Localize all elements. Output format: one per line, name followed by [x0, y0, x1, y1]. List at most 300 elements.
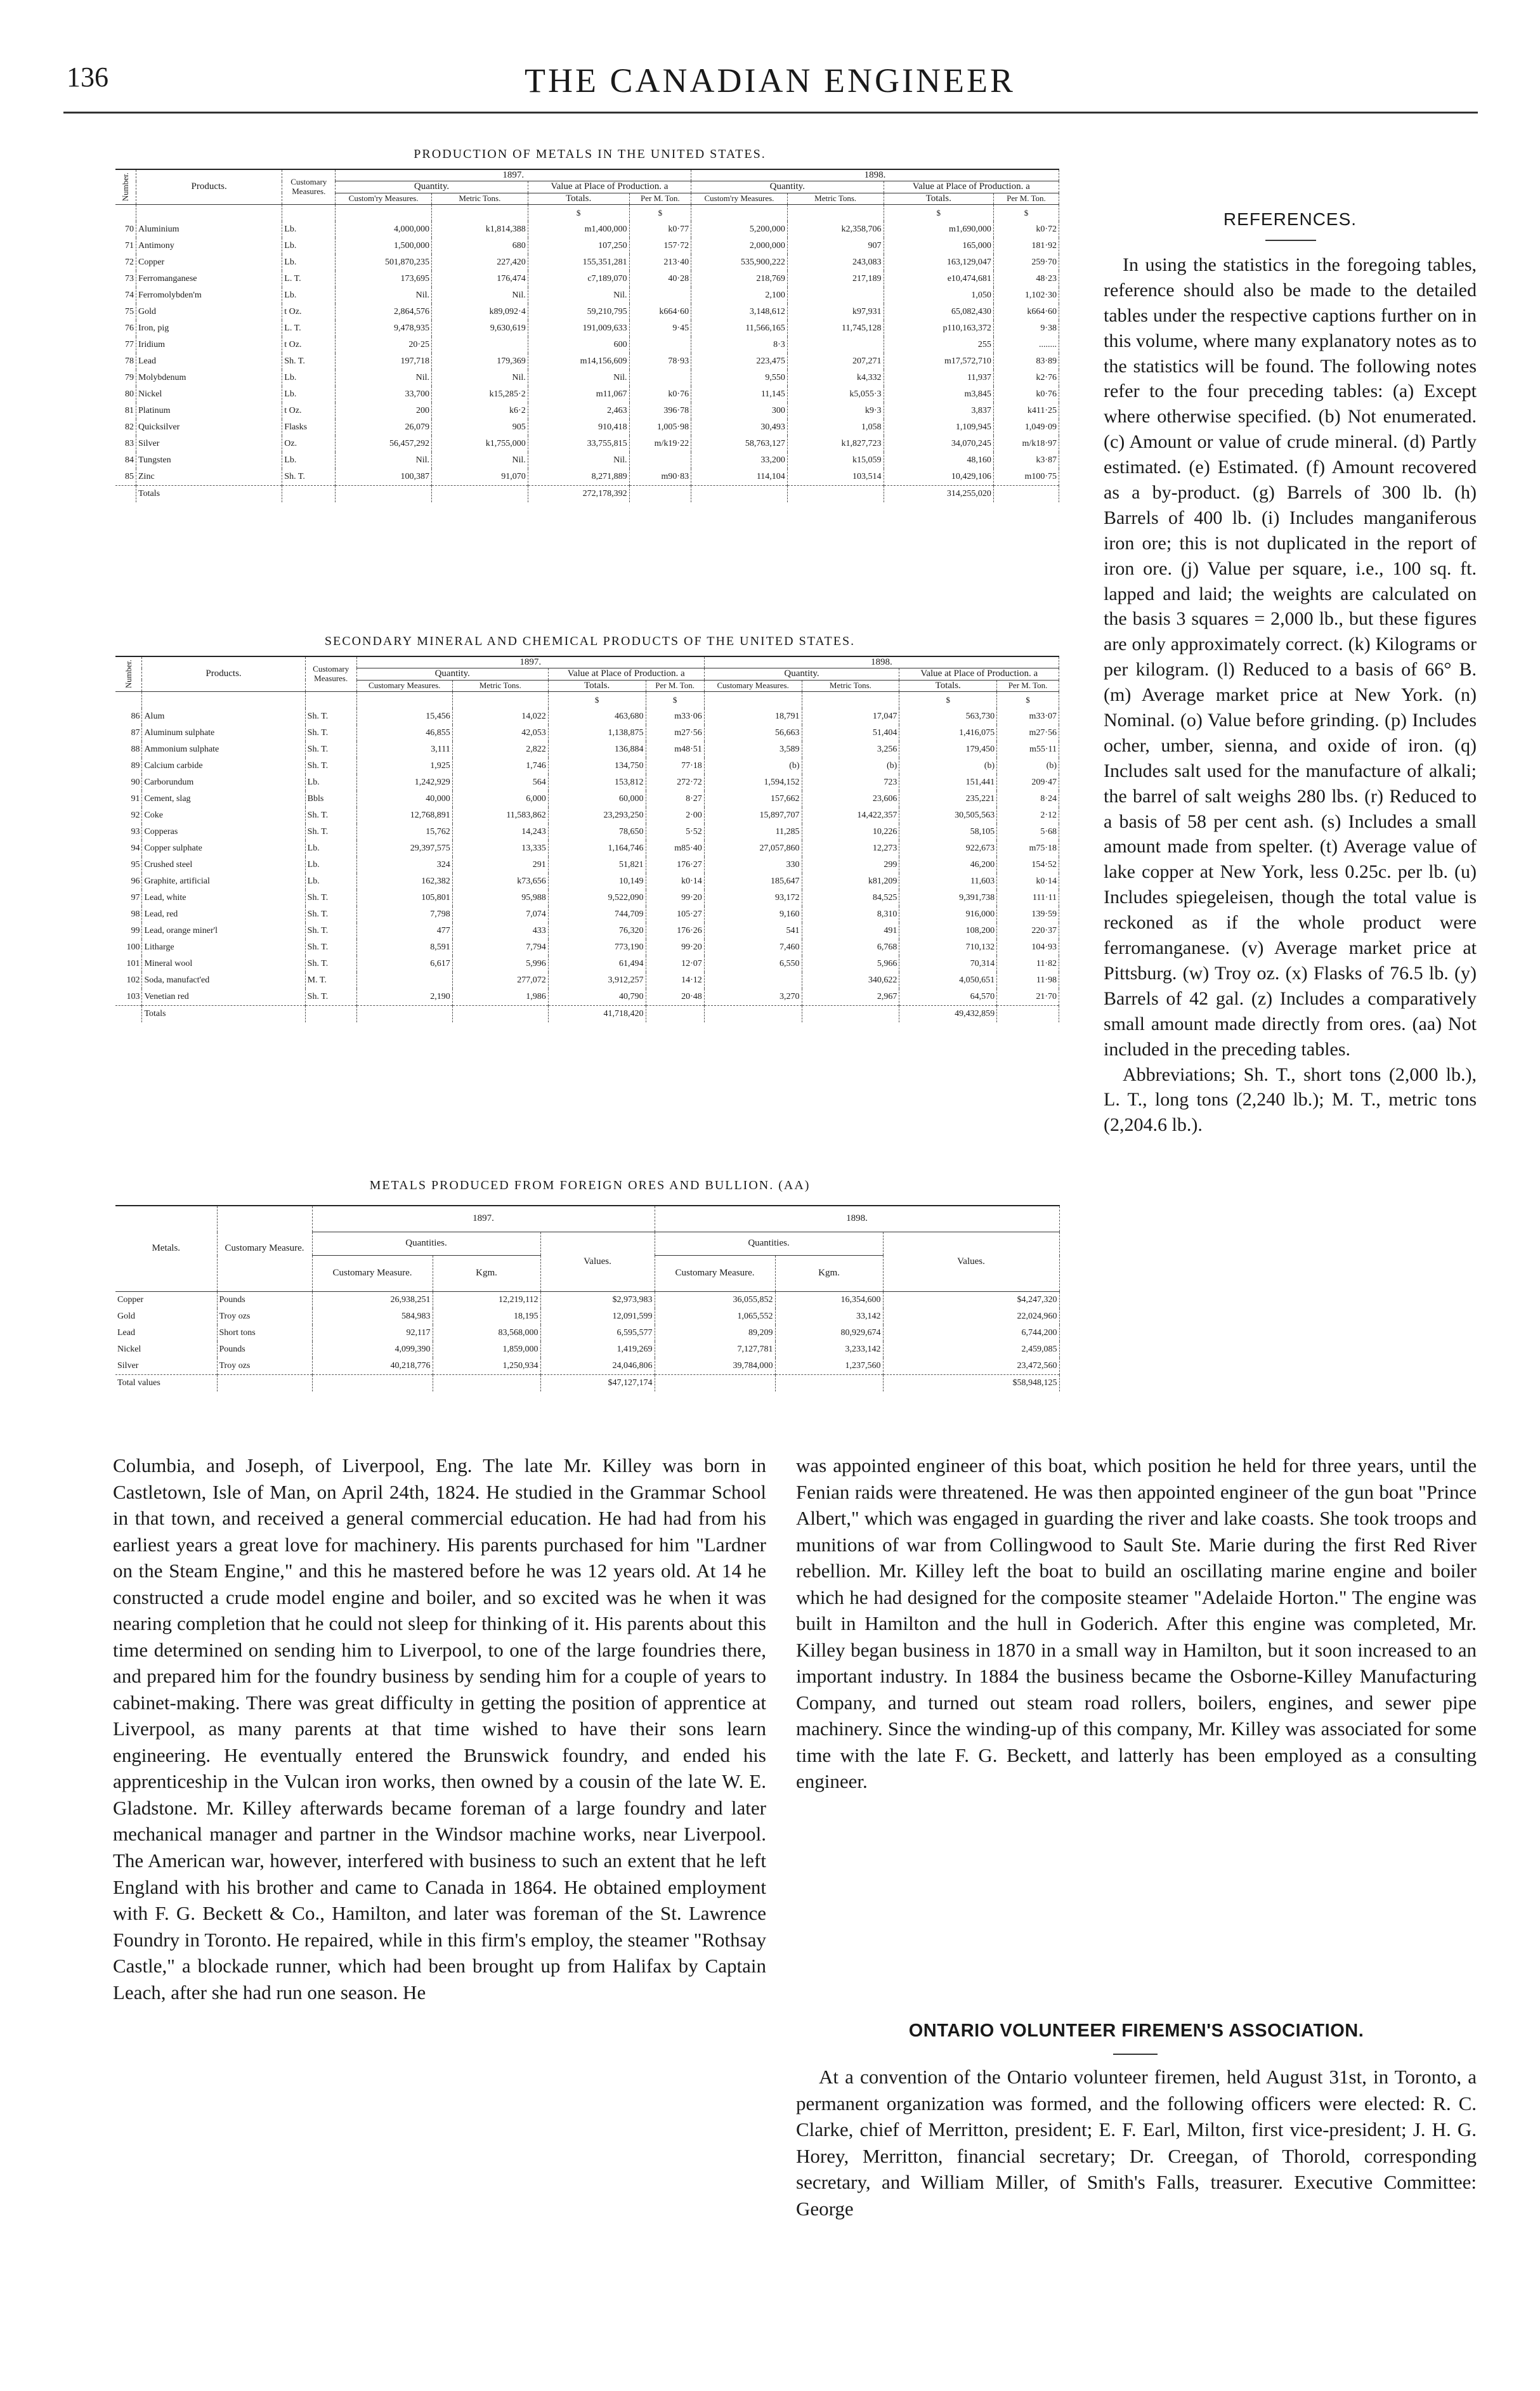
value-total: 10,149 — [548, 873, 646, 890]
measure: Lb. — [282, 287, 336, 304]
quantity-metric: k2,358,706 — [787, 221, 884, 238]
measure: t Oz. — [282, 337, 336, 353]
measure: Sh. T. — [305, 708, 356, 725]
row-number: 91 — [115, 791, 142, 807]
row-number: 93 — [115, 824, 142, 840]
value-total: 70,314 — [899, 956, 997, 972]
quantity-kgm: 1,237,560 — [775, 1358, 883, 1375]
metal-name: Copper — [115, 1292, 217, 1309]
quantity-customary: 185,647 — [704, 873, 802, 890]
dollar-sign — [704, 691, 802, 708]
quantity-metric: 10,226 — [802, 824, 899, 840]
measure: Lb. — [282, 254, 336, 271]
quantity-metric: Nil. — [432, 452, 528, 469]
measure: Lb. — [282, 452, 336, 469]
row-number: 102 — [115, 972, 142, 989]
measure: Lb. — [282, 238, 336, 254]
col-products: Products. — [136, 169, 282, 204]
value-per-ton: k0·14 — [646, 873, 704, 890]
value-total: 46,200 — [899, 857, 997, 873]
table-row — [115, 469, 1059, 486]
value-per-ton: 1,005·98 — [629, 419, 691, 436]
totals-label: Totals — [136, 485, 282, 502]
empty-cell — [691, 485, 788, 502]
quantity-customary: 584,983 — [312, 1308, 433, 1325]
value-per-ton: 48·23 — [993, 271, 1059, 287]
col-value: Value at Place of Production. a — [899, 668, 1059, 680]
value-per-ton: m100·75 — [993, 469, 1059, 486]
value-per-ton: m33·07 — [997, 708, 1059, 725]
quantity-customary: 6,550 — [704, 956, 802, 972]
value-total: 76,320 — [548, 923, 646, 939]
value-total: Nil. — [528, 370, 629, 386]
quantity-customary: 9,478,935 — [336, 320, 432, 337]
metal-name: Lead — [115, 1325, 217, 1341]
value-total: 600 — [528, 337, 629, 353]
quantity-customary: 105,801 — [356, 890, 452, 906]
value-total: 64,570 — [899, 989, 997, 1006]
value-total: 1,164,746 — [548, 840, 646, 857]
empty-cell — [432, 485, 528, 502]
table-row — [115, 1308, 1059, 1325]
value-per-ton — [629, 370, 691, 386]
row-number: 75 — [115, 304, 136, 320]
empty-cell — [336, 485, 432, 502]
measure: Sh. T. — [305, 956, 356, 972]
table-row — [115, 386, 1059, 403]
year-1898: 1898. — [704, 656, 1059, 668]
measure: Pounds — [217, 1341, 312, 1358]
value: 12,091,599 — [540, 1308, 655, 1325]
year-1897: 1897. — [336, 169, 691, 181]
value-total: e10,474,681 — [884, 271, 993, 287]
quantity-metric: 1,986 — [452, 989, 548, 1006]
value-per-ton: m48·51 — [646, 741, 704, 758]
value-total: 108,200 — [899, 923, 997, 939]
quantity-metric: 1,058 — [787, 419, 884, 436]
product-name: Iron, pig — [136, 320, 282, 337]
quantity-metric: 11,745,128 — [787, 320, 884, 337]
value-per-ton: k0·77 — [629, 221, 691, 238]
quantity-metric: k15,059 — [787, 452, 884, 469]
quantity-customary: 3,148,612 — [691, 304, 788, 320]
quantity-metric: 243,083 — [787, 254, 884, 271]
product-name: Lead, red — [142, 906, 305, 923]
product-name: Litharge — [142, 939, 305, 956]
measure: Bbls — [305, 791, 356, 807]
quantity-customary: 15,762 — [356, 824, 452, 840]
value-per-ton: 104·93 — [997, 939, 1059, 956]
quantity-metric: 299 — [802, 857, 899, 873]
col-value: Value at Place of Production. a — [528, 181, 691, 193]
quantity-metric: 84,525 — [802, 890, 899, 906]
quantity-metric: 6,000 — [452, 791, 548, 807]
quantity-customary: 200 — [336, 403, 432, 419]
quantity-metric: k1,755,000 — [432, 436, 528, 452]
dollar-sign — [432, 204, 528, 221]
empty-cell — [775, 1375, 883, 1392]
metal-name: Gold — [115, 1308, 217, 1325]
table-row — [115, 1325, 1059, 1341]
row-number: 92 — [115, 807, 142, 824]
row-number: 79 — [115, 370, 136, 386]
quantity-customary: 1,594,152 — [704, 774, 802, 791]
total-1897: 41,718,420 — [548, 1005, 646, 1022]
quantity-customary: 40,218,776 — [312, 1358, 433, 1375]
dollar-sign — [802, 691, 899, 708]
product-name: Venetian red — [142, 989, 305, 1006]
quantity-customary: 39,784,000 — [655, 1358, 775, 1375]
table-row — [115, 873, 1059, 890]
measure: Sh. T. — [305, 758, 356, 774]
value-total: 11,603 — [899, 873, 997, 890]
year-1898: 1898. — [691, 169, 1059, 181]
table-row — [115, 906, 1059, 923]
row-number: 103 — [115, 989, 142, 1006]
quantity-kgm: 80,929,674 — [775, 1325, 883, 1341]
product-name: Gold — [136, 304, 282, 320]
article-column-2: was appointed engineer of this boat, which position he held for three years, until the Fenian raids were threatened. He was then appointed engineer of the gun boat "Prince Albert," which was engaged in guarding the river and lake coasts. She took troops and munitions of war from Collingwood to Sault Ste. Marie during the first Red River rebellion. Mr. Killey left the boat to build an oscillating marine engine and boiler which he had designed for the composite steamer "Adelaide Horton." The engine was built in Hamilton and the hull in Goderich. After this engine was completed, Mr. Killey began business in 1870 in a small way in Hamilton, but it soon increased to an important industry. In 1884 the business became the Osborne-Killey Manufacturing Company, and turned out steam road rollers, boilers, engines, and sewer pipe machinery. Since the winding-up of this company, Mr. Killey was associated for some time with the late F. G. Beckett, and latterly has been employed as a consulting engineer. — [796, 1454, 1477, 1793]
value-total: 58,105 — [899, 824, 997, 840]
quantity-customary: 2,864,576 — [336, 304, 432, 320]
quantity-customary: 535,900,222 — [691, 254, 788, 271]
value-total: c7,189,070 — [528, 271, 629, 287]
col-measure: Customary Measures. — [282, 169, 336, 204]
product-name: Aluminum sulphate — [142, 725, 305, 741]
quantity-metric: 564 — [452, 774, 548, 791]
measure: t Oz. — [282, 304, 336, 320]
row-number: 95 — [115, 857, 142, 873]
row-number: 99 — [115, 923, 142, 939]
value-total: 48,160 — [884, 452, 993, 469]
quantity-customary: 173,695 — [336, 271, 432, 287]
section-heading: ONTARIO VOLUNTEER FIREMEN'S ASSOCIATION. — [908, 2021, 1364, 2041]
year-1898: 1898. — [655, 1206, 1059, 1232]
article-column-1: Columbia, and Joseph, of Liverpool, Eng. The late Mr. Killey was born in Castletown, Isle of Man, on April 24th, 1824. He studied in the Grammar School in that town, and received a general commercial education. He had had from his earliest years a great love for machinery. His parents purchased for him "Lardner on the Steam Engine," and this he mastered before he was 12 years old. At 14 he constructed a crude model engine and boiler, and so excited was he when it was nearing completion that he could not sleep for thinking of it. His parents about this time determined on sending him to Liverpool, to one of the large foundries there, and prepared him for the foundry business by sending him for a couple of years to cabinet-making. There was great difficulty in getting the position of apprentice at Liverpool, as many parents at that time wished to have their sons learn engineering. He eventually entered the Brunswick foundry, and ended his apprenticeship in the Vulcan iron works, then owned by a cousin of the late W. E. Gladstone. Mr. Killey afterwards became foreman of a large foundry and later mechanical manager and partner in the Windsor machine works, near Liverpool. The American war, however, interfered with business to such an extent that he left England with his brother and came to Canada in 1864. He obtained employment with F. G. Beckett & Co., Hamilton, and later was foreman of the St. Lawrence Foundry in Toronto. He repaired, while in this firm's employ, the steamer "Rothsay Castle," a blockade runner, which had been brought up from Halifax by Captain Leach, after she had run one season. He — [113, 1454, 766, 2003]
value-per-ton: k0·72 — [993, 221, 1059, 238]
empty-cell — [282, 485, 336, 502]
product-name: Copperas — [142, 824, 305, 840]
secondary-products-table — [115, 656, 1059, 1022]
dollar-row — [115, 691, 1059, 708]
value-total: m14,156,609 — [528, 353, 629, 370]
value-total: 60,000 — [548, 791, 646, 807]
table-row — [115, 708, 1059, 725]
dollar-sign: $ — [993, 204, 1059, 221]
quantity-metric: k6·2 — [432, 403, 528, 419]
value-total: 922,673 — [899, 840, 997, 857]
table-row — [115, 956, 1059, 972]
row-number: 101 — [115, 956, 142, 972]
measure: Pounds — [217, 1292, 312, 1309]
row-number: 85 — [115, 469, 136, 486]
value-per-ton: 11·82 — [997, 956, 1059, 972]
value-total: 61,494 — [548, 956, 646, 972]
row-number: 97 — [115, 890, 142, 906]
empty-cell — [115, 485, 136, 502]
quantity-metric: 5,966 — [802, 956, 899, 972]
col-value: Value at Place of Production. a — [548, 668, 704, 680]
value-per-ton: 209·47 — [997, 774, 1059, 791]
total-1898: 314,255,020 — [884, 485, 993, 502]
value-per-ton: m90·83 — [629, 469, 691, 486]
measure: Sh. T. — [305, 725, 356, 741]
value-per-ton: 2·00 — [646, 807, 704, 824]
value-per-ton — [629, 337, 691, 353]
quantity-metric: 9,630,619 — [432, 320, 528, 337]
value-total: 916,000 — [899, 906, 997, 923]
quantity-metric: 291 — [452, 857, 548, 873]
value-total: p110,163,372 — [884, 320, 993, 337]
value-per-ton: 157·72 — [629, 238, 691, 254]
col-totals: Totals. — [884, 193, 993, 204]
table2-caption: SECONDARY MINERAL AND CHEMICAL PRODUCTS OF THE UNITED STATES. — [324, 634, 856, 648]
value-total: 153,812 — [548, 774, 646, 791]
measure: Sh. T. — [305, 906, 356, 923]
references-rule — [1265, 240, 1316, 241]
quantity-customary: 2,190 — [356, 989, 452, 1006]
empty-cell — [704, 1005, 802, 1022]
value: 6,595,577 — [540, 1325, 655, 1341]
quantity-customary — [704, 972, 802, 989]
value-per-ton: k0·76 — [993, 386, 1059, 403]
metals-production-table — [115, 169, 1059, 502]
product-name: Zinc — [136, 469, 282, 486]
col-metric: Metric Tons. — [452, 680, 548, 691]
quantity-metric: k97,931 — [787, 304, 884, 320]
product-name: Aluminium — [136, 221, 282, 238]
quantity-customary: 36,055,852 — [655, 1292, 775, 1309]
section-text: At a convention of the Ontario volunteer firemen, held August 31st, in Toronto, a permanent organization was formed, and the following officers were elected: R. C. Clarke, chief of Merritton, president; E. F. Earl, Milton, first vice-president; J. H. G. Horey, Merritton, financial secretary; Dr. Creegan, of Thorold, corresponding secretary, and William Miller, of Smith's Falls, treasurer. Executive Committee: George — [796, 2066, 1477, 2220]
value-total: m17,572,710 — [884, 353, 993, 370]
total-1897: $47,127,174 — [540, 1375, 655, 1392]
product-name: Ferromanganese — [136, 271, 282, 287]
quantity-metric: 51,404 — [802, 725, 899, 741]
measure: Lb. — [305, 774, 356, 791]
value-per-ton: m33·06 — [646, 708, 704, 725]
quantity-metric: k5,055·3 — [787, 386, 884, 403]
table-row — [115, 890, 1059, 906]
value-total: 78,650 — [548, 824, 646, 840]
value: 1,419,269 — [540, 1341, 655, 1358]
quantity-metric: 7,074 — [452, 906, 548, 923]
value-total: 9,522,090 — [548, 890, 646, 906]
references-notes: In using the statistics in the foregoing tables, reference should also be made to the detailed tables under the respective captions further on in this volume, where many explanatory notes as to the statistics will be found. The following notes refer to the four preceding tables: (a) Except where otherwise specified. (b) Not enumerated. (c) Amount or value of crude mineral. (d) Partly estimated. (e) Estimated. (f) Amount recovered as a by-product. (g) Barrels of 300 lb. (h) Barrels of 400 lb. (i) Includes manganiferous iron ore; this is not duplicated in the report of iron ore. (j) Value per square, i.e., 100 sq. ft. lapped and laid; the weights are calculated on the basis 3 squares = 2,000 lb., but these figures are only approximately correct. (k) Kilograms or per kilogram. (l) Reduced to a basis of 66° B. (m) Average market price at New York. (n) Nominal. (o) Value before grinding. (p) Includes ocher, umber, sienna, and oxide of iron. (q) Includes salt used for the manufacture of alkali; the barrel of salt weighs 280 lbs. (r) Reduced to a basis of 58 per cent ash. (s) Includes a small amount made from spelter. (t) Average value of lake copper at New York, less 0.25c. per lb. (u) Includes spiegeleisen, though the total value is reckoned as if the whole product were ferromanganese. (v) Average market price at Pittsburg. (w) Troy oz. (x) Flasks of 76.5 lb. (y) Barrels of 42 gal. (z) Includes a comparatively small amount made directly from ores. (aa) Not included in the preceding tables. — [1104, 254, 1477, 1060]
table-row — [115, 758, 1059, 774]
value-total: 463,680 — [548, 708, 646, 725]
table-row — [115, 1341, 1059, 1358]
quantity-customary: 157,662 — [704, 791, 802, 807]
dollar-sign: $ — [884, 204, 993, 221]
quantity-customary: 89,209 — [655, 1325, 775, 1341]
value-per-ton: 176·26 — [646, 923, 704, 939]
quantity-customary: 40,000 — [356, 791, 452, 807]
col-customary: Customary Measures. — [704, 680, 802, 691]
col-customary: Customary Measure. — [312, 1256, 433, 1292]
dollar-sign — [136, 204, 282, 221]
empty-cell — [433, 1375, 540, 1392]
quantity-metric: 2,967 — [802, 989, 899, 1006]
quantity-customary: Nil. — [336, 452, 432, 469]
quantity-customary: 162,382 — [356, 873, 452, 890]
measure: Sh. T. — [305, 939, 356, 956]
row-number: 87 — [115, 725, 142, 741]
measure: Troy ozs — [217, 1358, 312, 1375]
empty-cell — [217, 1375, 312, 1392]
value-total: 255 — [884, 337, 993, 353]
quantity-customary: 4,000,000 — [336, 221, 432, 238]
value-total: 2,463 — [528, 403, 629, 419]
col-per-m-ton: Per M. Ton. — [629, 193, 691, 204]
quantity-customary: 56,663 — [704, 725, 802, 741]
col-customary: Customary Measure. — [655, 1256, 775, 1292]
value-total: 744,709 — [548, 906, 646, 923]
measure: Troy ozs — [217, 1308, 312, 1325]
quantity-metric: 5,996 — [452, 956, 548, 972]
quantity-metric: 14,243 — [452, 824, 548, 840]
quantity-customary: 11,566,165 — [691, 320, 788, 337]
quantity-metric — [787, 287, 884, 304]
row-number: 98 — [115, 906, 142, 923]
table-row — [115, 353, 1059, 370]
value-per-ton: m27·56 — [646, 725, 704, 741]
total-1898: $58,948,125 — [883, 1375, 1059, 1392]
col-customary: Custom'ry Measures. — [691, 193, 788, 204]
empty-cell — [452, 1005, 548, 1022]
table-row — [115, 972, 1059, 989]
quantity-customary: 26,938,251 — [312, 1292, 433, 1309]
value-total: 3,837 — [884, 403, 993, 419]
col-quantity: Quantity. — [356, 668, 548, 680]
dollar-sign — [142, 691, 305, 708]
value-total: 1,050 — [884, 287, 993, 304]
product-name: Ammonium sulphate — [142, 741, 305, 758]
quantity-metric: 12,273 — [802, 840, 899, 857]
measure: Lb. — [282, 386, 336, 403]
measure: Lb. — [282, 221, 336, 238]
table-row — [115, 221, 1059, 238]
table-row — [115, 452, 1059, 469]
quantity-metric: 91,070 — [432, 469, 528, 486]
value-per-ton: k3·87 — [993, 452, 1059, 469]
references-text — [1104, 252, 1477, 1138]
value-total: 30,505,563 — [899, 807, 997, 824]
quantity-metric: k1,827,723 — [787, 436, 884, 452]
product-name: Platinum — [136, 403, 282, 419]
value-per-ton: 5·52 — [646, 824, 704, 840]
quantity-customary: Nil. — [336, 287, 432, 304]
references-abbreviations: Abbreviations; Sh. T., short tons (2,000 lb.), L. T., long tons (2,240 lb.); M. T., metric tons (2,204.6 lb.). — [1104, 1064, 1477, 1136]
quantity-kgm: 3,233,142 — [775, 1341, 883, 1358]
quantity-customary: 1,242,929 — [356, 774, 452, 791]
value-per-ton: 78·93 — [629, 353, 691, 370]
empty-cell — [646, 1005, 704, 1022]
row-number: 71 — [115, 238, 136, 254]
row-number: 74 — [115, 287, 136, 304]
table1-caption: PRODUCTION OF METALS IN THE UNITED STATES. — [414, 147, 766, 161]
empty-cell — [115, 1005, 142, 1022]
measure: Lb. — [305, 873, 356, 890]
value-per-ton: k664·60 — [993, 304, 1059, 320]
value-total: 136,884 — [548, 741, 646, 758]
quantity-customary: 92,117 — [312, 1325, 433, 1341]
value-total: Nil. — [528, 287, 629, 304]
value-per-ton: k0·14 — [997, 873, 1059, 890]
quantity-metric: 8,310 — [802, 906, 899, 923]
table-row — [115, 1358, 1059, 1375]
col-metric: Metric Tons. — [787, 193, 884, 204]
row-number: 89 — [115, 758, 142, 774]
quantity-customary: 56,457,292 — [336, 436, 432, 452]
quantity-customary: 93,172 — [704, 890, 802, 906]
quantity-customary: 7,127,781 — [655, 1341, 775, 1358]
quantity-customary: 477 — [356, 923, 452, 939]
quantity-metric: 2,822 — [452, 741, 548, 758]
product-name: Iridium — [136, 337, 282, 353]
value-total: m1,400,000 — [528, 221, 629, 238]
table-row — [115, 791, 1059, 807]
value-total: 1,138,875 — [548, 725, 646, 741]
quantity-customary: 20·25 — [336, 337, 432, 353]
quantity-kgm: 18,195 — [433, 1308, 540, 1325]
value-total: 33,755,815 — [528, 436, 629, 452]
quantity-metric: 42,053 — [452, 725, 548, 741]
col-customary: Custom'ry Measures. — [336, 193, 432, 204]
col-customary: Customary Measures. — [356, 680, 452, 691]
value-per-ton: 111·11 — [997, 890, 1059, 906]
value-per-ton: 259·70 — [993, 254, 1059, 271]
value-total: 10,429,106 — [884, 469, 993, 486]
value-per-ton: 213·40 — [629, 254, 691, 271]
table-row — [115, 254, 1059, 271]
quantity-metric: 23,606 — [802, 791, 899, 807]
quantity-kgm: 83,568,000 — [433, 1325, 540, 1341]
quantity-customary: 100,387 — [336, 469, 432, 486]
col-totals: Totals. — [548, 680, 646, 691]
dollar-sign — [282, 204, 336, 221]
value: 2,459,085 — [883, 1341, 1059, 1358]
totals-row — [115, 1375, 1059, 1392]
quantity-customary: 4,099,390 — [312, 1341, 433, 1358]
table-row — [115, 824, 1059, 840]
table-row — [115, 1292, 1059, 1309]
quantity-customary: 2,100 — [691, 287, 788, 304]
quantity-customary: 11,145 — [691, 386, 788, 403]
quantity-metric: 1,746 — [452, 758, 548, 774]
row-number: 77 — [115, 337, 136, 353]
value: $2,973,983 — [540, 1292, 655, 1309]
quantity-customary: 223,475 — [691, 353, 788, 370]
value-per-ton: 176·27 — [646, 857, 704, 873]
col-number: Number. — [115, 169, 136, 204]
quantity-customary: 197,718 — [336, 353, 432, 370]
measure: Short tons — [217, 1325, 312, 1341]
quantity-customary: 8·3 — [691, 337, 788, 353]
dollar-sign: $ — [528, 204, 629, 221]
quantity-customary: 3,111 — [356, 741, 452, 758]
dollar-sign: $ — [629, 204, 691, 221]
value: 6,744,200 — [883, 1325, 1059, 1341]
product-name: Tungsten — [136, 452, 282, 469]
col-kgm: Kgm. — [433, 1256, 540, 1292]
quantity-metric: 217,189 — [787, 271, 884, 287]
quantity-customary: 3,589 — [704, 741, 802, 758]
measure: Sh. T. — [305, 923, 356, 939]
value-per-ton: 5·68 — [997, 824, 1059, 840]
value-per-ton: m/k18·97 — [993, 436, 1059, 452]
measure: M. T. — [305, 972, 356, 989]
value: $4,247,320 — [883, 1292, 1059, 1309]
